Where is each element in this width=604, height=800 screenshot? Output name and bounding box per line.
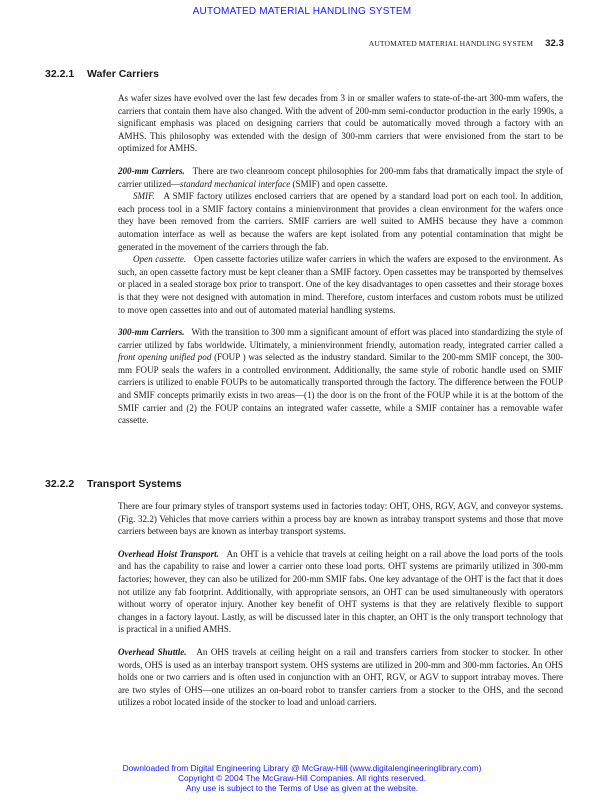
section-heading-transport-systems xyxy=(45,478,182,490)
paragraph-intro: There are four primary styles of transport systems used in factories today: OHT, OHS, RGV, AGV, and conveyor systems. (Fig. 32.2) Vehicles that move carriers within a process bay are known as intrabay transport systems and those that move carriers between bays are known as interbay transport systems. xyxy=(118,501,563,537)
runin-heading: 200-mm Carriers. xyxy=(118,165,185,176)
page-number: 32.3 xyxy=(545,38,564,49)
paragraph-ohs xyxy=(118,646,563,709)
section-body-transport-systems xyxy=(118,500,563,709)
paragraph-text: Open cassette factories utilize wafer carriers in which the wafers are exposed to the environment. As such, an open cassette factory must be kept cleaner than a SMIF factory. Open cassettes may be transported by themselves or placed in a sealed storage box prior to transport. One of the key disadvantages to open cassettes and their storage boxes is that they were not designed with automation in mind. Therefore, custom interfaces and custom robots must be utilized to move open cassettes into and out of automated material handling systems. xyxy=(118,254,563,315)
runin-heading: 300-mm Carriers. xyxy=(118,327,185,338)
running-head xyxy=(369,38,564,49)
runin-heading: SMIF. xyxy=(133,191,155,202)
paragraph-italic: front opening unified pod xyxy=(118,352,212,363)
runin-heading: Overhead Hoist Transport. xyxy=(118,548,219,559)
footer-download-link[interactable]: Downloaded from Digital Engineering Library @ McGraw-Hill (www.digitalengineeringlibrary.com) xyxy=(122,763,482,773)
paragraph-oht xyxy=(118,548,563,636)
runin-heading: Open cassette. xyxy=(133,254,187,265)
paragraph-text: An OHS travels at ceiling height on a rail and transfers carriers from stocker to stocker. In other words, OHS is used as an interbay transport system. OHS systems are utilized in 200-mm and 300-mm factories. An OHS holds one or two carriers and is often used in conjunction with an OHT, RGV, or AGV to support intrabay moves. There are two styles of OHS—one utilizes an on-board robot to transfer carriers from a stocker to the OHS, and the second utilizes a robot located inside of the stocker to load and unload carriers. xyxy=(118,646,563,708)
paragraph-italic: standard mechanical interface xyxy=(180,178,291,189)
section-heading-wafer-carriers xyxy=(45,68,159,80)
footer-copyright: Copyright © 2004 The McGraw-Hill Companies. All rights reserved. xyxy=(177,773,427,783)
paragraph-300mm-carriers xyxy=(118,326,563,427)
paragraph-open-cassette xyxy=(118,253,563,316)
section-body-wafer-carriers xyxy=(118,92,563,427)
paragraph-text: (SMIF) and open cassette. xyxy=(290,178,388,189)
section-title: Transport Systems xyxy=(87,478,182,490)
runin-heading: Overhead Shuttle. xyxy=(118,646,187,657)
section-number: 32.2.2 xyxy=(45,478,75,490)
paragraph-intro: As wafer sizes have evolved over the last few decades from 3 in or smaller wafers to state-of-the-art 300-mm wafers, the carriers that contain them have also changed. With the advent of 200-mm semi-conductor production in the early 1990s, a significant emphasis was placed on designing carriers that could be automatically moved through a factory with an AMHS. This philosophy was extended with the design of 300-mm carriers that were envisioned from the start to be optimized for AMHS. xyxy=(118,93,563,154)
paragraph-text: There are two cleanroom concept philosophies for 200-mm fabs that dramatically impact the style of carrier utilized— xyxy=(118,165,563,189)
section-number: 32.2.1 xyxy=(45,68,75,80)
paragraph-text: With the transition to 300 mm a significant amount of effort was placed into standardizing the style of carrier utilized by fabs worldwide. Ultimately, a minienvironment friendly, automation ready, integrated carrier called a xyxy=(118,327,563,350)
section-title: Wafer Carriers xyxy=(87,68,159,80)
footer-terms: Any use is subject to the Terms of Use as given at the website. xyxy=(185,783,419,793)
paragraph-text: A SMIF factory utilizes enclosed carriers that are opened by a standard load port on each tool. In addition, each process tool in a SMIF factory contains a minienvironment that provides a clean environment for the wafers once they have been removed from the carriers. SMIF carriers are well suited to AMHS because they have a common automation interface as well as because the wafers are kept isolated from any potential contamination that might be generated in the movement of the carriers through the fab. xyxy=(118,191,563,252)
running-head-title: AUTOMATED MATERIAL HANDLING SYSTEM xyxy=(368,39,534,48)
paragraph-smif xyxy=(118,190,563,253)
footer-notice xyxy=(0,763,604,793)
paragraph-200mm-carriers xyxy=(118,165,563,190)
paragraph-text: (FOUP ) was selected as the industry standard. Similar to the 200-mm SMIF concept, the 300-mm FOUP seals the wafers in a controlled environment. Additionally, the same style of robotic handle used on SMIF carriers is utilized to enable FOUPs to be automatically transported through the factory. The difference between the FOUP and SMIF concepts primarily exists in two areas—(1) the door is on the front of the FOUP while it is at the bottom of the SMIF carrier and (2) the FOUP contains an integrated wafer cassette, while a SMIF container has a removable wafer cassette. xyxy=(118,352,563,426)
document-banner: AUTOMATED MATERIAL HANDLING SYSTEM xyxy=(192,6,412,17)
paragraph-text: An OHT is a vehicle that travels at ceiling height on a rail above the load ports of the tools and has the capability to raise and lower a carrier onto these load ports. OHT systems are primarily utilized in 300-mm factories; however, they can also be utilized for 200-mm SMIF fabs. One key advantage of the OHT is the fact that it does not utilize any fab footprint. Additionally, with appropriate sensors, an OHT can be used simultaneously with operators without worry of operator injury. Another key benefit of OHT systems is that they are relatively flexible to support changes in a factory layout. Lastly, as will be discussed later in this chapter, an OHT is the only transport technology that is practical in a unified AMHS. xyxy=(118,548,563,635)
